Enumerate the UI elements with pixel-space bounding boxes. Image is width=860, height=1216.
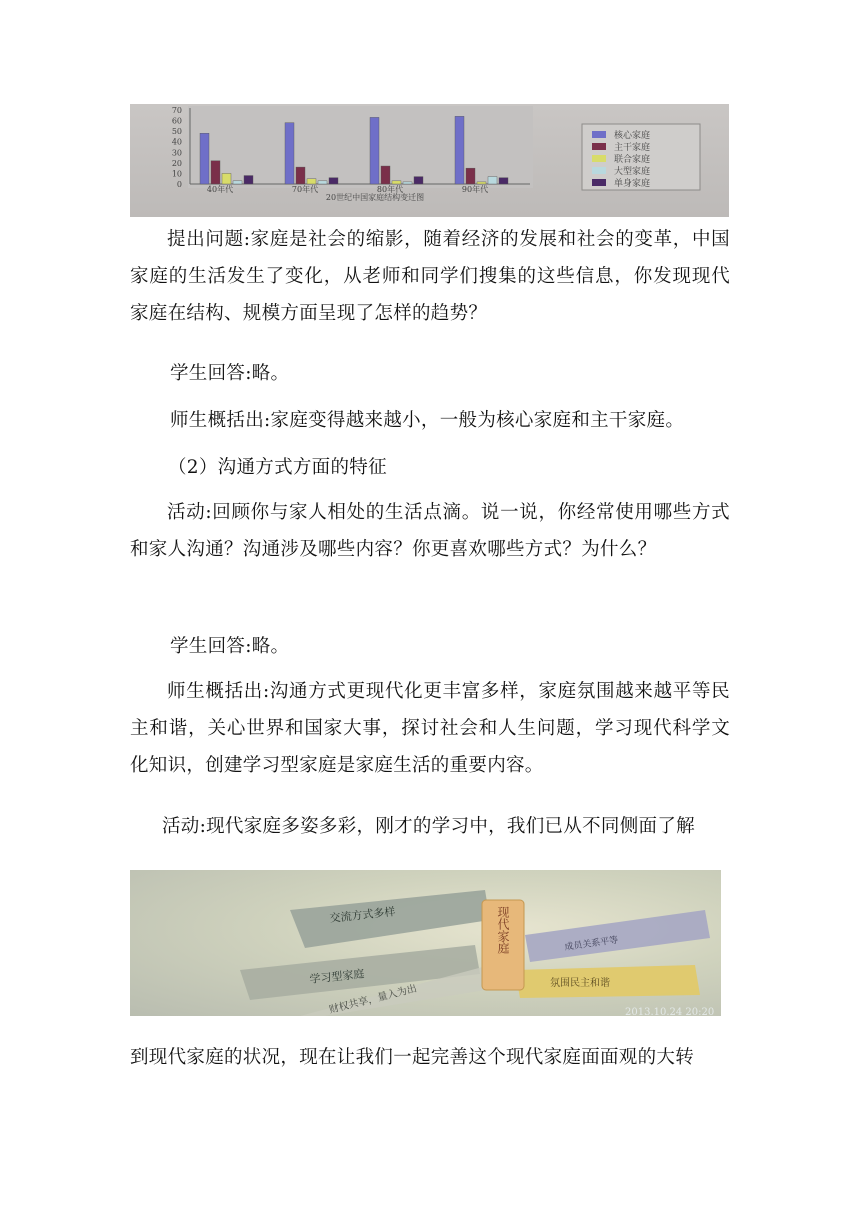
- activity-paragraph-2: 活动:现代家庭多姿多彩，刚才的学习中，我们已从不同侧面了解: [162, 816, 695, 837]
- legend-swatch: [592, 131, 606, 138]
- bar-主干家庭: [211, 161, 220, 184]
- y-tick-label: 30: [171, 148, 182, 158]
- bar-大型家庭: [318, 181, 327, 184]
- summary-1: 师生概括出:家庭变得越来越小，一般为核心家庭和主干家庭。: [170, 410, 685, 431]
- bar-核心家庭: [285, 123, 294, 184]
- section-heading: （2）沟通方式方面的特征: [168, 457, 387, 478]
- chart-title: 20世纪中国家庭结构变迁图: [325, 193, 425, 202]
- question-paragraph: 提出问题:家庭是社会的缩影，随着经济的发展和社会的变革，中国家庭的生活发生了变化，从老师和同学们搜集的这些信息，你发现现代家庭在结构、规模方面呈现了怎样的趋势？: [130, 229, 730, 324]
- bar-大型家庭: [233, 181, 242, 184]
- bar-单身家庭: [244, 176, 253, 184]
- y-tick-label: 20: [171, 158, 182, 168]
- spoke-label-2: 学习型家庭: [308, 967, 366, 986]
- spoke-label-1: 交流方式多样: [328, 905, 396, 925]
- family-structure-chart: [130, 104, 729, 217]
- y-tick-label: 70: [171, 106, 182, 115]
- y-tick-label: 0: [176, 180, 182, 189]
- student-answer-1: 学生回答:略。: [170, 363, 290, 384]
- bar-chart: [130, 104, 729, 217]
- plot-area: [188, 106, 533, 188]
- legend-swatch: [592, 143, 606, 150]
- spoke-label-3: 财权共享，量入为出: [328, 983, 419, 1016]
- legend-label: 核心家庭: [614, 131, 651, 141]
- x-tick-label: 80年代: [376, 185, 404, 194]
- legend-swatch: [592, 155, 606, 162]
- modern-family-diagram: [130, 870, 721, 1016]
- bar-主干家庭: [296, 167, 305, 184]
- spoke-label-4: 成员关系平等: [564, 935, 619, 953]
- bar-核心家庭: [455, 116, 464, 184]
- bar-核心家庭: [200, 133, 209, 184]
- bar-核心家庭: [370, 117, 379, 184]
- diagram-svg: [130, 870, 721, 1016]
- bar-大型家庭: [403, 182, 412, 184]
- legend-swatch: [592, 179, 606, 186]
- legend-label: 单身家庭: [614, 179, 651, 189]
- x-tick-label: 90年代: [461, 185, 489, 194]
- summary-2: 师生概括出:沟通方式更现代化更丰富多样，家庭氛围越来越平等民主和谐，关心世界和国家大事，探讨社会和人生问题，学习现代科学文化知识，创建学习型家庭是家庭生活的重要内容。: [130, 681, 730, 776]
- bar-联合家庭: [222, 173, 231, 184]
- bar-单身家庭: [329, 178, 338, 184]
- bar-主干家庭: [466, 168, 475, 184]
- spoke-bar-1: [290, 890, 490, 948]
- legend-label: 主干家庭: [614, 143, 651, 153]
- bar-联合家庭: [392, 181, 401, 184]
- activity-paragraph-1: 活动:回顾你与家人相处的生活点滴。说一说，你经常使用哪些方式和家人沟通？沟通涉及哪些内容？你更喜欢哪些方式？为什么？: [130, 502, 730, 560]
- photo-timestamp: 2013.10.24 20:20: [625, 1007, 715, 1016]
- spoke-label-5: 氛围民主和谐: [550, 978, 610, 989]
- bar-联合家庭: [307, 179, 316, 184]
- x-tick-label: 40年代: [206, 185, 234, 194]
- y-tick-label: 50: [171, 127, 182, 137]
- legend-label: 大型家庭: [614, 167, 651, 177]
- x-tick-label: 70年代: [291, 185, 319, 194]
- legend-swatch: [592, 167, 606, 174]
- y-tick-label: 40: [171, 137, 182, 147]
- bar-单身家庭: [414, 177, 423, 184]
- bar-联合家庭: [477, 182, 486, 184]
- bar-单身家庭: [499, 178, 508, 184]
- bar-大型家庭: [488, 177, 497, 184]
- legend-label: 联合家庭: [614, 155, 651, 165]
- center-label: 现代家庭: [496, 906, 510, 954]
- continuation-paragraph: 到现代家庭的状况，现在让我们一起完善这个现代家庭面面观的大转: [130, 1047, 695, 1068]
- student-answer-2: 学生回答:略。: [170, 636, 290, 657]
- bar-主干家庭: [381, 166, 390, 184]
- y-tick-label: 10: [171, 169, 182, 179]
- y-tick-label: 60: [171, 116, 182, 126]
